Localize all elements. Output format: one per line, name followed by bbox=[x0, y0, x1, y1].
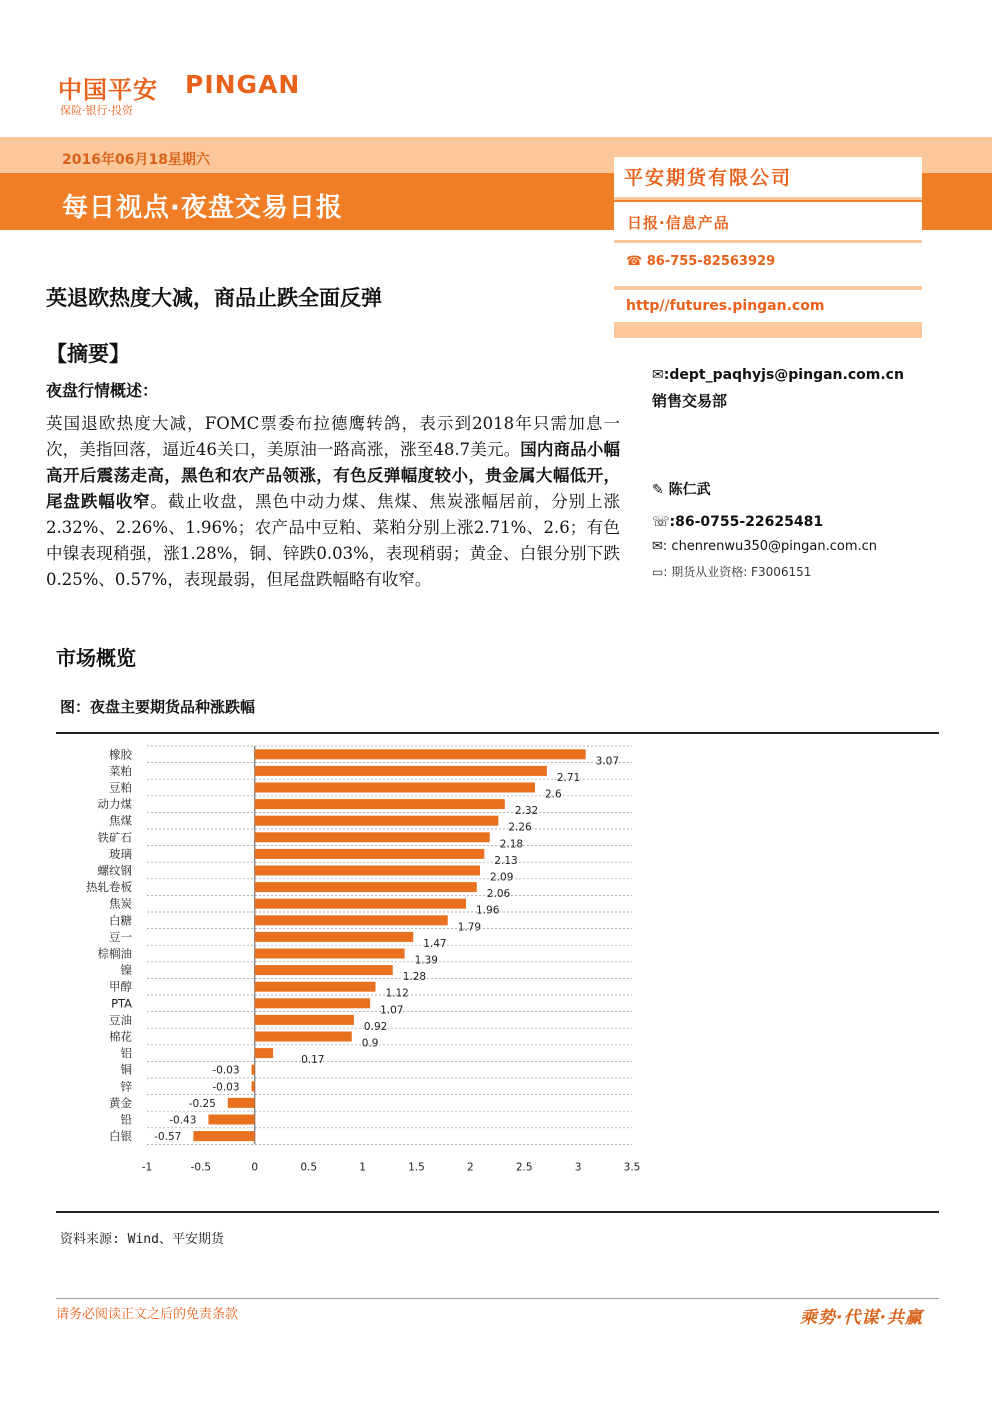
bar bbox=[255, 1032, 352, 1042]
data-label: -0.03 bbox=[212, 1081, 240, 1094]
bar bbox=[255, 783, 535, 793]
data-label: 0.9 bbox=[361, 1037, 379, 1050]
data-label: 2.6 bbox=[545, 788, 562, 801]
analyst-phone: :86-0755-22625481 bbox=[669, 514, 824, 530]
data-label: -0.43 bbox=[169, 1114, 197, 1127]
data-label: 2.18 bbox=[499, 838, 524, 851]
data-label: 1.28 bbox=[402, 971, 427, 984]
book-icon: ▭ bbox=[652, 565, 664, 579]
bar bbox=[228, 1098, 255, 1108]
category-label: 铜 bbox=[120, 1062, 132, 1077]
bar bbox=[255, 749, 586, 759]
figure-bottom-rule bbox=[56, 1211, 939, 1213]
mail-icon: ✉ bbox=[652, 539, 663, 554]
bar bbox=[255, 949, 405, 959]
logo-cn: 中国平安 bbox=[58, 76, 158, 104]
data-label: 0.92 bbox=[363, 1020, 388, 1033]
x-tick-label: 2.5 bbox=[515, 1161, 533, 1174]
company-name: 平安期货有限公司 bbox=[624, 167, 793, 189]
dept-email-row bbox=[652, 367, 904, 383]
overview-paragraph bbox=[46, 411, 620, 593]
logo-subtitle: 保险·银行·投资 bbox=[60, 104, 133, 117]
data-label: 1.96 bbox=[476, 904, 500, 917]
category-label: 菜粕 bbox=[109, 763, 132, 778]
analyst-email[interactable]: : chenrenwu350@pingan.com.cn bbox=[662, 539, 877, 554]
report-date: 2016年06月18星期六 bbox=[62, 152, 210, 168]
divider bbox=[614, 322, 922, 338]
x-tick-label: 1.5 bbox=[408, 1161, 425, 1174]
bar bbox=[252, 1065, 255, 1075]
figure-top-rule bbox=[56, 732, 939, 734]
bar bbox=[255, 932, 413, 942]
company-url[interactable]: http//futures.pingan.com bbox=[626, 298, 825, 314]
divider bbox=[614, 286, 922, 290]
bar bbox=[255, 915, 448, 925]
category-label: 铝 bbox=[120, 1046, 132, 1061]
bar bbox=[255, 899, 466, 909]
category-label: 白银 bbox=[109, 1129, 132, 1144]
dept-name: 销售交易部 bbox=[652, 392, 728, 410]
analyst-email-row bbox=[652, 539, 877, 554]
qualification-row bbox=[652, 563, 811, 580]
data-label: 1.39 bbox=[414, 954, 438, 967]
bar bbox=[255, 816, 499, 826]
category-label: 棕榈油 bbox=[97, 946, 132, 961]
data-label: -0.25 bbox=[188, 1097, 216, 1110]
x-tick-label: 0.5 bbox=[300, 1161, 318, 1174]
paragraph-text: 英国退欧热度大减，FOMC票委布拉德鹰转鸽，表示到2018年只需加息一次，美指回落，逼近46关口，美原油一路高涨，涨至48.7美元。 bbox=[46, 414, 620, 459]
analyst-phone-row bbox=[652, 514, 823, 530]
bar bbox=[255, 998, 370, 1008]
qualification: : 期货从业资格: F3006151 bbox=[663, 565, 812, 579]
category-label: 棉花 bbox=[109, 1029, 132, 1044]
bar bbox=[255, 832, 490, 842]
data-label: 1.47 bbox=[423, 937, 447, 950]
data-label: 2.26 bbox=[508, 821, 532, 834]
data-source: 资料来源: Wind、平安期货 bbox=[60, 1232, 224, 1247]
data-label: 2.71 bbox=[556, 771, 581, 784]
data-label: 1.79 bbox=[457, 921, 482, 934]
dept-email[interactable]: :dept_paqhyjs@pingan.com.cn bbox=[663, 367, 904, 383]
slogan: 乘势·代谋·共赢 bbox=[800, 1308, 923, 1328]
category-label: 黄金 bbox=[109, 1095, 132, 1110]
bar bbox=[252, 1081, 255, 1091]
category-label: 豆一 bbox=[109, 929, 132, 944]
phone-icon: ☎ bbox=[626, 254, 643, 269]
category-label: 热轧卷板 bbox=[86, 880, 132, 895]
bar bbox=[255, 965, 393, 975]
analyst-row bbox=[652, 479, 711, 499]
data-label: 2.13 bbox=[494, 854, 518, 867]
abstract-label: 【摘要】 bbox=[46, 342, 130, 366]
bar bbox=[255, 766, 547, 776]
pen-icon: ✎ bbox=[652, 482, 664, 498]
data-label: 2.09 bbox=[490, 871, 514, 884]
x-tick-label: 3.5 bbox=[623, 1161, 641, 1174]
company-phone-row bbox=[626, 254, 775, 269]
analyst-name: 陈仁武 bbox=[668, 482, 711, 498]
data-label: -0.03 bbox=[212, 1064, 240, 1077]
category-label: 焦煤 bbox=[109, 813, 132, 828]
data-label: 2.06 bbox=[486, 888, 511, 901]
category-label: 动力煤 bbox=[97, 797, 132, 812]
category-label: 焦炭 bbox=[109, 896, 132, 911]
x-tick-label: -0.5 bbox=[190, 1161, 212, 1174]
phone-icon: ☏ bbox=[652, 514, 670, 530]
logo-en: PINGAN bbox=[185, 70, 301, 99]
category-label: 锌 bbox=[120, 1079, 132, 1094]
category-label: PTA bbox=[111, 996, 132, 1011]
data-label: 2.32 bbox=[514, 805, 539, 818]
paragraph-bold-text: 国内商品小幅高开后震荡走高，黑色和农产品领涨，有色反弹幅度较小，贵金属大幅低开，尾盘跌幅收窄 bbox=[46, 440, 621, 511]
paragraph-text: 。截止收盘，黑色中动力煤、焦煤、焦炭涨幅居前，分别上涨2.32%、2.26%、1.96%；农产品中豆粕、菜粕分别上涨2.71%、2.6；有色中镍表现稍强，涨1.28%，铜、锌跌0.03%，表现稍弱；黄金、白银分别下跌0.25%、0.57%，表现最弱，但尾盘跌幅略有收窄。 bbox=[46, 492, 620, 589]
market-heading: 市场概览 bbox=[56, 646, 136, 670]
bar bbox=[255, 1048, 273, 1058]
x-tick-label: 3 bbox=[574, 1161, 582, 1174]
category-label: 螺纹钢 bbox=[97, 863, 132, 878]
category-label: 铅 bbox=[120, 1112, 132, 1127]
figure-title: 图：夜盘主要期货品种涨跌幅 bbox=[60, 698, 256, 716]
category-label: 玻璃 bbox=[109, 846, 132, 861]
bar bbox=[193, 1131, 254, 1141]
category-label: 镍 bbox=[120, 963, 132, 978]
x-tick-label: 1 bbox=[359, 1161, 366, 1174]
footer-divider bbox=[56, 1298, 939, 1299]
x-tick-label: 2 bbox=[466, 1161, 474, 1174]
bar bbox=[255, 982, 376, 992]
headline: 英退欧热度大减，商品止跌全面反弹 bbox=[46, 286, 382, 310]
category-label: 橡胶 bbox=[109, 747, 132, 762]
bar bbox=[255, 849, 485, 859]
data-label: 3.07 bbox=[595, 755, 620, 768]
data-label: -0.57 bbox=[154, 1131, 182, 1144]
disclaimer[interactable]: 请务必阅读正文之后的免责条款 bbox=[56, 1307, 239, 1322]
overview-heading: 夜盘行情概述： bbox=[46, 381, 159, 400]
data-label: 0.17 bbox=[301, 1054, 325, 1067]
bar bbox=[255, 882, 477, 892]
mail-icon: ✉ bbox=[652, 367, 664, 383]
bar bbox=[255, 866, 480, 876]
category-label: 铁矿石 bbox=[97, 830, 132, 845]
category-label: 甲醇 bbox=[109, 979, 132, 994]
data-label: 1.12 bbox=[385, 987, 409, 1000]
bar-chart bbox=[56, 740, 676, 1180]
x-tick-label: 0 bbox=[251, 1161, 259, 1174]
report-title: 每日视点·夜盘交易日报 bbox=[62, 193, 343, 223]
data-label: 1.07 bbox=[380, 1004, 404, 1017]
category-label: 豆粕 bbox=[109, 780, 132, 795]
category-label: 白糖 bbox=[109, 913, 132, 928]
report-type: 日报·信息产品 bbox=[627, 214, 730, 232]
x-tick-label: -1 bbox=[141, 1161, 153, 1174]
category-label: 豆油 bbox=[109, 1012, 132, 1027]
bar bbox=[255, 1015, 354, 1025]
company-phone: 86-755-82563929 bbox=[646, 254, 776, 269]
bar bbox=[208, 1115, 254, 1125]
bar bbox=[255, 799, 505, 809]
